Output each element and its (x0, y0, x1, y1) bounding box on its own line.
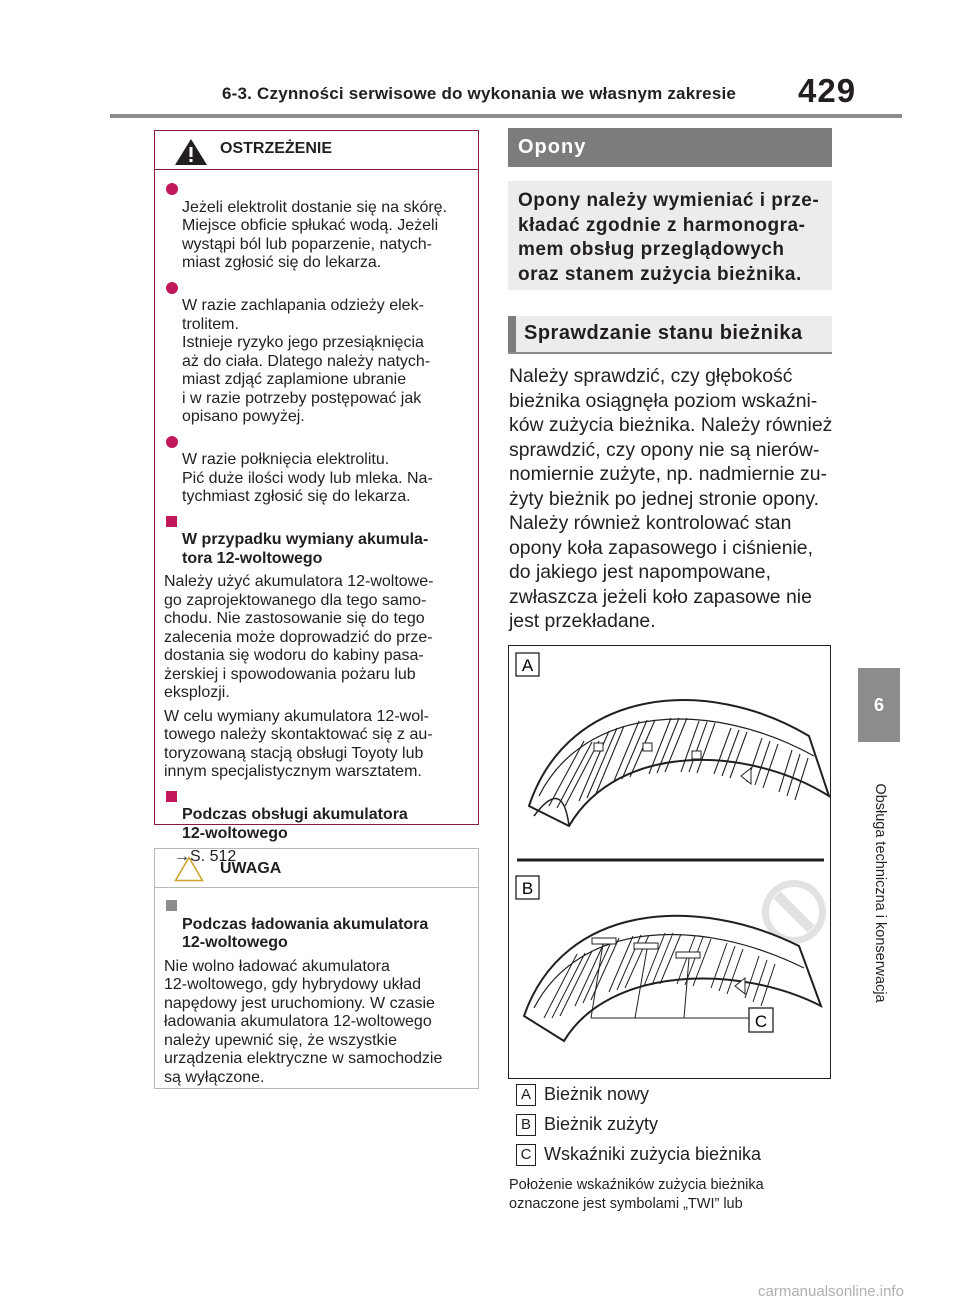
label-b: B (521, 879, 534, 898)
bullet-dot-icon (166, 282, 178, 294)
label-c: C (754, 1012, 768, 1031)
square-bullet-icon (166, 900, 177, 911)
page-reference[interactable]: →S. 512 (174, 848, 237, 865)
legend-item (516, 1084, 649, 1106)
bullet-dot-icon (166, 183, 178, 195)
legend-key: C (516, 1144, 536, 1166)
warning-title: OSTRZEŻENIE (220, 140, 333, 157)
tire-tread-figure (508, 645, 831, 1079)
new-tire-drawing (529, 700, 829, 826)
warning-body (164, 180, 474, 867)
warning-paragraph: W celu wymiany akumulatora 12-wol- towego należy skontaktować się z au- toryzowaną stacją obsługi Toyoty lub innym specjalistycznym warsztatem. (164, 707, 433, 780)
warning-header (154, 130, 479, 170)
legend-text: Wskaźniki zużycia bieżnika (544, 1144, 762, 1164)
watermark: carmanualsonline.info (758, 1283, 904, 1300)
caution-paragraph: Nie wolno ładować akumulatora 12-woltowego, gdy hybrydowy układ napędowy jest uruchomiony. W czasie ładowania akumulatora 12-woltowego należy upewnić się, że wszystkie urządzenia elektryczne w samochodzie są wyłączone. (164, 957, 443, 1086)
warning-subheading: Podczas obsługi akumulatora 12-woltowego (164, 788, 474, 844)
caution-title: UWAGA (220, 860, 282, 877)
bullet-dot-icon (166, 436, 178, 448)
legend-text: Bieżnik nowy (544, 1084, 650, 1104)
subsection-title: Sprawdzanie stanu bieżnika (524, 322, 803, 344)
header-rule (110, 114, 902, 118)
subsection-heading (508, 316, 832, 354)
caution-body (164, 897, 474, 1087)
legend-item (516, 1114, 658, 1136)
square-bullet-icon (166, 516, 177, 527)
legend-key: A (516, 1084, 536, 1106)
warning-subheading: W przypadku wymiany akumula- tora 12-woltowego (164, 513, 474, 569)
body-paragraph: Należy sprawdzić, czy głębokość bieżnika osiągnęła poziom wskaźni- ków zużycia bieżnika. Należy również sprawdzić, czy opony nie są nierów- nomiernie zużyte, np. nadmiernie zu- żyty bieżnik po jednej stronie opony. Należy również kontrolować stan opony koła zapasowego i ciśnienie, do jakiego jest napompowane, zwłaszcza jeżeli koło zapasowe nie jest przekładane. (509, 365, 833, 632)
warning-triangle-icon (174, 138, 208, 166)
caution-triangle-icon (174, 856, 204, 882)
tire-illustration (509, 646, 831, 1079)
section-title: 6-3. Czynności serwisowe do wykonania we własnym zakresie (222, 84, 737, 103)
footnote: Położenie wskaźników zużycia bieżnika oznaczone jest symbolami „TWI” lub (509, 1177, 764, 1212)
warning-bullet: Jeżeli elektrolit dostanie się na skórę. Miejsce obficie spłukać wodą. Jeżeli wystąpi ból lub poparzenie, natych- miast zgłosić się do lekarza. (164, 180, 474, 273)
warning-bullet: W razie zachlapania odzieży elek- trolitem. Istnieje ryzyko jego przesiąknięcia aż do ciała. Dlatego należy natych- miast zdjąć zaplamione ubranie i w razie potrzeby postępować jak opisano powyżej. (164, 279, 474, 427)
legend-key: B (516, 1114, 536, 1136)
warning-paragraph: Należy użyć akumulatora 12-woltowe- go zaprojektowanego dla tego samo- chodu. Nie zastosowanie się do tego zalecenia może doprowadzić do prze- dostania się wodoru do kabiny pasa- żerskiej i spowodowania pożaru lub eksplozji. (164, 573, 434, 701)
chapter-side-label-text: Obsługa techniczna i konserwacja (872, 783, 888, 1003)
section-heading: Opony (508, 128, 832, 167)
caution-header (154, 848, 479, 888)
legend-item (516, 1144, 761, 1166)
chapter-side-label (860, 748, 900, 1038)
legend-text: Bieżnik zużyty (544, 1114, 659, 1134)
warning-bullet: W razie połknięcia elektrolitu. Pić duże ilości wody lub mleka. Na- tychmiast zgłosić się do lekarza. (164, 433, 474, 507)
subsection-bar (508, 316, 516, 352)
label-a: A (521, 656, 534, 675)
intro-box: Opony należy wymieniać i prze- kładać zgodnie z harmonogra- mem obsług przeglądowych oraz stanem zużycia bieżnika. (508, 181, 832, 290)
page-number: 429 (798, 72, 857, 109)
square-bullet-icon (166, 791, 177, 802)
caution-subheading: Podczas ładowania akumulatora 12-woltowego (164, 897, 474, 953)
chapter-tab[interactable]: 6 (858, 668, 900, 742)
